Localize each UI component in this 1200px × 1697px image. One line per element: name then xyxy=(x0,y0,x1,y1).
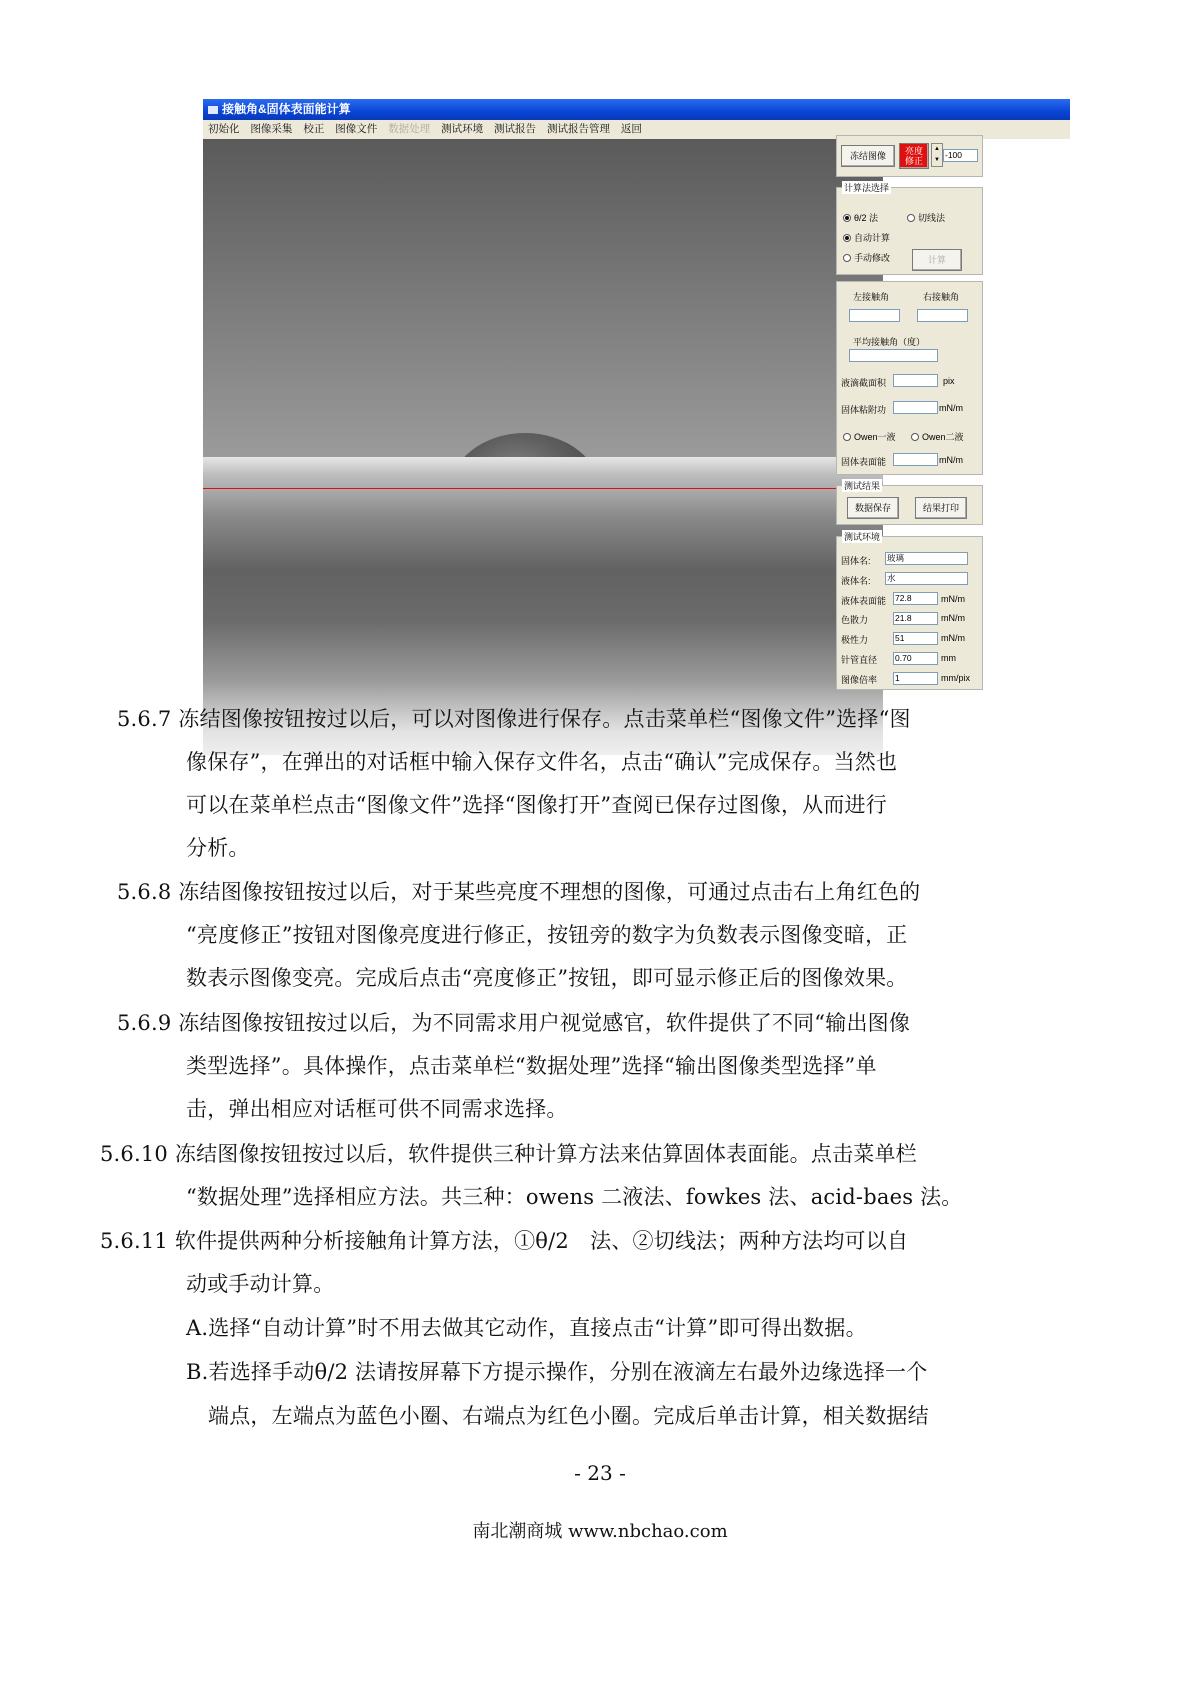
para-5-6-9-line3: 击，弹出相应对话框可供不同需求选择。 xyxy=(186,1097,568,1121)
para-5-6-9-line2: 类型选择”。具体操作，点击菜单栏“数据处理”选择“输出图像类型选择”单 xyxy=(186,1054,877,1078)
manual-edit-label: 手动修改 xyxy=(854,253,891,263)
right-angle-field[interactable] xyxy=(917,309,968,322)
para-5-6-11-item-a: A.选择“自动计算”时不用去做其它动作，直接点击“计算”即可得出数据。 xyxy=(186,1316,867,1340)
method-group xyxy=(836,183,983,275)
avg-angle-field[interactable] xyxy=(849,349,938,362)
left-angle-field[interactable] xyxy=(849,309,900,322)
brightness-correction-button[interactable] xyxy=(899,143,929,169)
para-5-6-7-line4: 分析。 xyxy=(186,836,250,860)
surface-energy-unit: mN/m xyxy=(939,455,963,465)
adhesion-unit: mN/m xyxy=(939,403,963,413)
test-result-group xyxy=(836,481,983,525)
radio-empty-icon xyxy=(843,254,851,262)
env-field-liquid[interactable]: 水 xyxy=(885,572,968,585)
radio-selected-icon xyxy=(843,234,851,242)
test-result-title: 测试结果 xyxy=(844,481,881,491)
env-field-liquid-energy[interactable]: 72.8 xyxy=(893,592,938,605)
brightness-spinner[interactable] xyxy=(931,143,943,167)
env-field-dispersion[interactable]: 21.8 xyxy=(893,612,938,625)
method-tangent-label: 切线法 xyxy=(918,213,946,223)
env-label-liquid-energy: 液体表面能 xyxy=(841,596,887,606)
para-5-6-7-line2: 像保存”，在弹出的对话框中输入保存文件名，点击“确认”完成保存。当然也 xyxy=(186,750,898,774)
test-env-group xyxy=(836,532,983,690)
brightness-button-line2: 修正 xyxy=(904,156,923,166)
save-data-button[interactable]: 数据保存 xyxy=(847,497,899,519)
menu-item-report-management[interactable]: 测试报告管理 xyxy=(546,123,610,135)
adhesion-work-field[interactable] xyxy=(893,401,938,414)
env-unit-polar: mN/m xyxy=(941,633,965,643)
env-field-needle[interactable]: 0.70 xyxy=(893,652,938,665)
method-tangent-radio[interactable] xyxy=(907,211,945,224)
para-5-6-11-line2: 动或手动计算。 xyxy=(186,1272,335,1296)
env-label-solid: 固体名: xyxy=(841,556,871,566)
para-5-6-11-item-b-line2: 端点，左端点为蓝色小圈、右端点为红色小圈。完成后单击计算，相关数据结 xyxy=(208,1404,929,1428)
env-unit-magnification: mm/pix xyxy=(941,673,970,683)
baseline-red-line xyxy=(203,488,883,489)
angle-results-group xyxy=(836,281,983,475)
env-unit-dispersion: mN/m xyxy=(941,613,965,623)
para-5-6-11-line1: 5.6.11 软件提供两种分析接触角计算方法，①θ/2 法、②切线法；两种方法均可以自 xyxy=(100,1229,909,1253)
drop-area-unit: pix xyxy=(943,376,955,386)
app-title-bar xyxy=(203,99,1070,120)
radio-empty-icon xyxy=(907,214,915,222)
spin-up-icon: ▲ xyxy=(934,146,940,152)
method-theta-radio[interactable] xyxy=(843,211,878,224)
env-label-magnification: 图像倍率 xyxy=(841,675,878,685)
brightness-value-field[interactable]: -100 xyxy=(943,149,978,162)
env-label-polar: 极性力 xyxy=(841,635,869,645)
menu-item-init[interactable]: 初始化 xyxy=(208,123,240,135)
auto-calc-label: 自动计算 xyxy=(854,233,891,243)
menu-item-image-file[interactable]: 图像文件 xyxy=(335,123,378,135)
para-5-6-11-item-b-line1: B.若选择手动θ/2 法请按屏幕下方提示操作，分别在液滴左右最外边缘选择一个 xyxy=(186,1360,928,1384)
app-title: 接触角&固体表面能计算 xyxy=(222,102,351,116)
drop-area-label: 液滴截面积 xyxy=(841,378,887,388)
env-label-liquid: 液体名: xyxy=(841,576,871,586)
menu-item-calibrate[interactable]: 校正 xyxy=(303,123,325,135)
page-footer: 南北潮商城 www.nbchao.com xyxy=(472,1521,728,1542)
drop-area-field[interactable] xyxy=(893,374,938,387)
para-5-6-9-line1: 5.6.9 冻结图像按钮按过以后，为不同需求用户视觉感官，软件提供了不同“输出图像 xyxy=(117,1011,911,1035)
app-icon xyxy=(208,106,218,114)
menu-item-test-report[interactable]: 测试报告 xyxy=(494,123,537,135)
freeze-image-button[interactable]: 冻结图像 xyxy=(841,145,895,167)
env-field-solid[interactable]: 玻璃 xyxy=(885,552,968,565)
para-5-6-8-line1: 5.6.8 冻结图像按钮按过以后，对于某些亮度不理想的图像，可通过点击右上角红色的 xyxy=(117,880,921,904)
calculate-button[interactable]: 计算 xyxy=(912,249,962,271)
surface-energy-label: 固体表面能 xyxy=(841,457,887,467)
para-5-6-10-line1: 5.6.10 冻结图像按钮按过以后，软件提供三种计算方法来估算固体表面能。点击菜单栏 xyxy=(100,1142,917,1166)
env-unit-needle: mm xyxy=(941,653,956,663)
app-window-screenshot xyxy=(203,99,1070,755)
env-unit-liquid-energy: mN/m xyxy=(941,594,965,604)
env-field-polar[interactable]: 51 xyxy=(893,632,938,645)
para-5-6-8-line2: “亮度修正”按钮对图像亮度进行修正，按钮旁的数字为负数表示图像变暗，正 xyxy=(186,923,908,947)
method-group-title: 计算法选择 xyxy=(844,183,890,193)
droplet-camera-image xyxy=(203,139,883,755)
radio-selected-icon xyxy=(843,214,851,222)
para-5-6-7-line1: 5.6.7 冻结图像按钮按过以后，可以对图像进行保存。点击菜单栏“图像文件”选择“图 xyxy=(117,707,911,731)
menu-item-test-environment[interactable]: 测试环境 xyxy=(441,123,484,135)
menu-item-return[interactable]: 返回 xyxy=(620,123,642,135)
brightness-button-line1: 亮度 xyxy=(904,146,923,156)
avg-angle-label: 平均接触角（度） xyxy=(853,337,926,347)
print-result-button[interactable]: 结果打印 xyxy=(915,497,967,519)
owen-two-label: Owen二液 xyxy=(922,432,964,442)
spin-down-icon: ▼ xyxy=(934,157,940,163)
radio-empty-icon xyxy=(843,433,851,441)
menu-item-data-processing[interactable]: 数据处理 xyxy=(388,123,431,135)
para-5-6-7-line3: 可以在菜单栏点击“图像文件”选择“图像打开”查阅已保存过图像，从而进行 xyxy=(186,793,887,817)
menu-item-image-capture[interactable]: 图像采集 xyxy=(250,123,293,135)
freeze-group xyxy=(836,135,983,177)
manual-edit-radio[interactable] xyxy=(843,251,890,264)
left-angle-label: 左接触角 xyxy=(853,292,890,302)
method-theta-label: θ/2 法 xyxy=(854,213,879,223)
test-env-title: 测试环境 xyxy=(844,532,881,542)
env-field-magnification[interactable]: 1 xyxy=(893,672,938,685)
page-number: - 23 - xyxy=(574,1461,626,1485)
para-5-6-10-line2: “数据处理”选择相应方法。共三种：owens 二液法、fowkes 法、acid-baes 法。 xyxy=(186,1185,963,1209)
surface-energy-field[interactable] xyxy=(893,453,938,466)
radio-empty-icon xyxy=(911,433,919,441)
owen-two-radio[interactable] xyxy=(911,430,964,443)
right-angle-label: 右接触角 xyxy=(923,292,960,302)
adhesion-work-label: 固体粘附功 xyxy=(841,405,887,415)
control-panel xyxy=(836,135,983,755)
para-5-6-8-line3: 数表示图像变亮。完成后点击“亮度修正”按钮，即可显示修正后的图像效果。 xyxy=(186,966,908,990)
auto-calc-radio[interactable] xyxy=(843,231,890,244)
env-label-needle: 针管直径 xyxy=(841,655,878,665)
env-label-dispersion: 色散力 xyxy=(841,615,869,625)
owen-one-radio[interactable] xyxy=(843,430,896,443)
owen-one-label: Owen一液 xyxy=(854,432,896,442)
